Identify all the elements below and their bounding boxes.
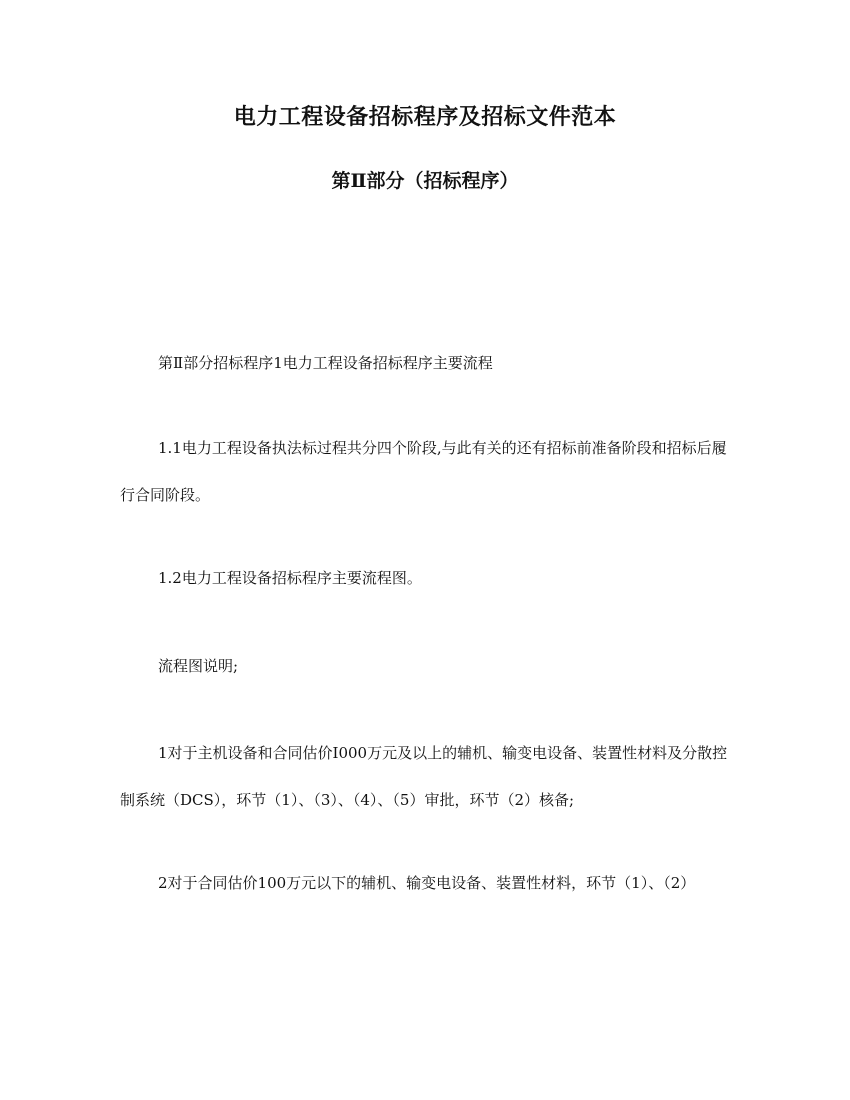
paragraph-flowchart-notes: 流程图说明; bbox=[158, 657, 239, 675]
paragraph-note-1: 1对于主机设备和合同估价I000万元及以上的辅机、输变电设备、装置性材料及分散控制系统（DCS），环节（1）、（3）、（4）、（5）审批，环节（2）核备; bbox=[120, 744, 728, 809]
paragraph-1-1: 1.1电力工程设备执法标过程共分四个阶段,与此有关的还有招标前准备阶段和招标后履行合同阶段。 bbox=[120, 439, 727, 504]
paragraph-section-heading: 第Ⅱ部分招标程序1电力工程设备招标程序主要流程 bbox=[158, 354, 493, 372]
paragraph-note-2: 2对于合同估价100万元以下的辅机、输变电设备、装置性材料，环节（1）、（2） bbox=[158, 874, 696, 892]
document-title: 电力工程设备招标程序及招标文件范本 bbox=[233, 105, 617, 130]
paragraph-1-2: 1.2电力工程设备招标程序主要流程图。 bbox=[158, 569, 422, 587]
document-subtitle: 第Ⅱ部分（招标程序） bbox=[331, 170, 519, 192]
